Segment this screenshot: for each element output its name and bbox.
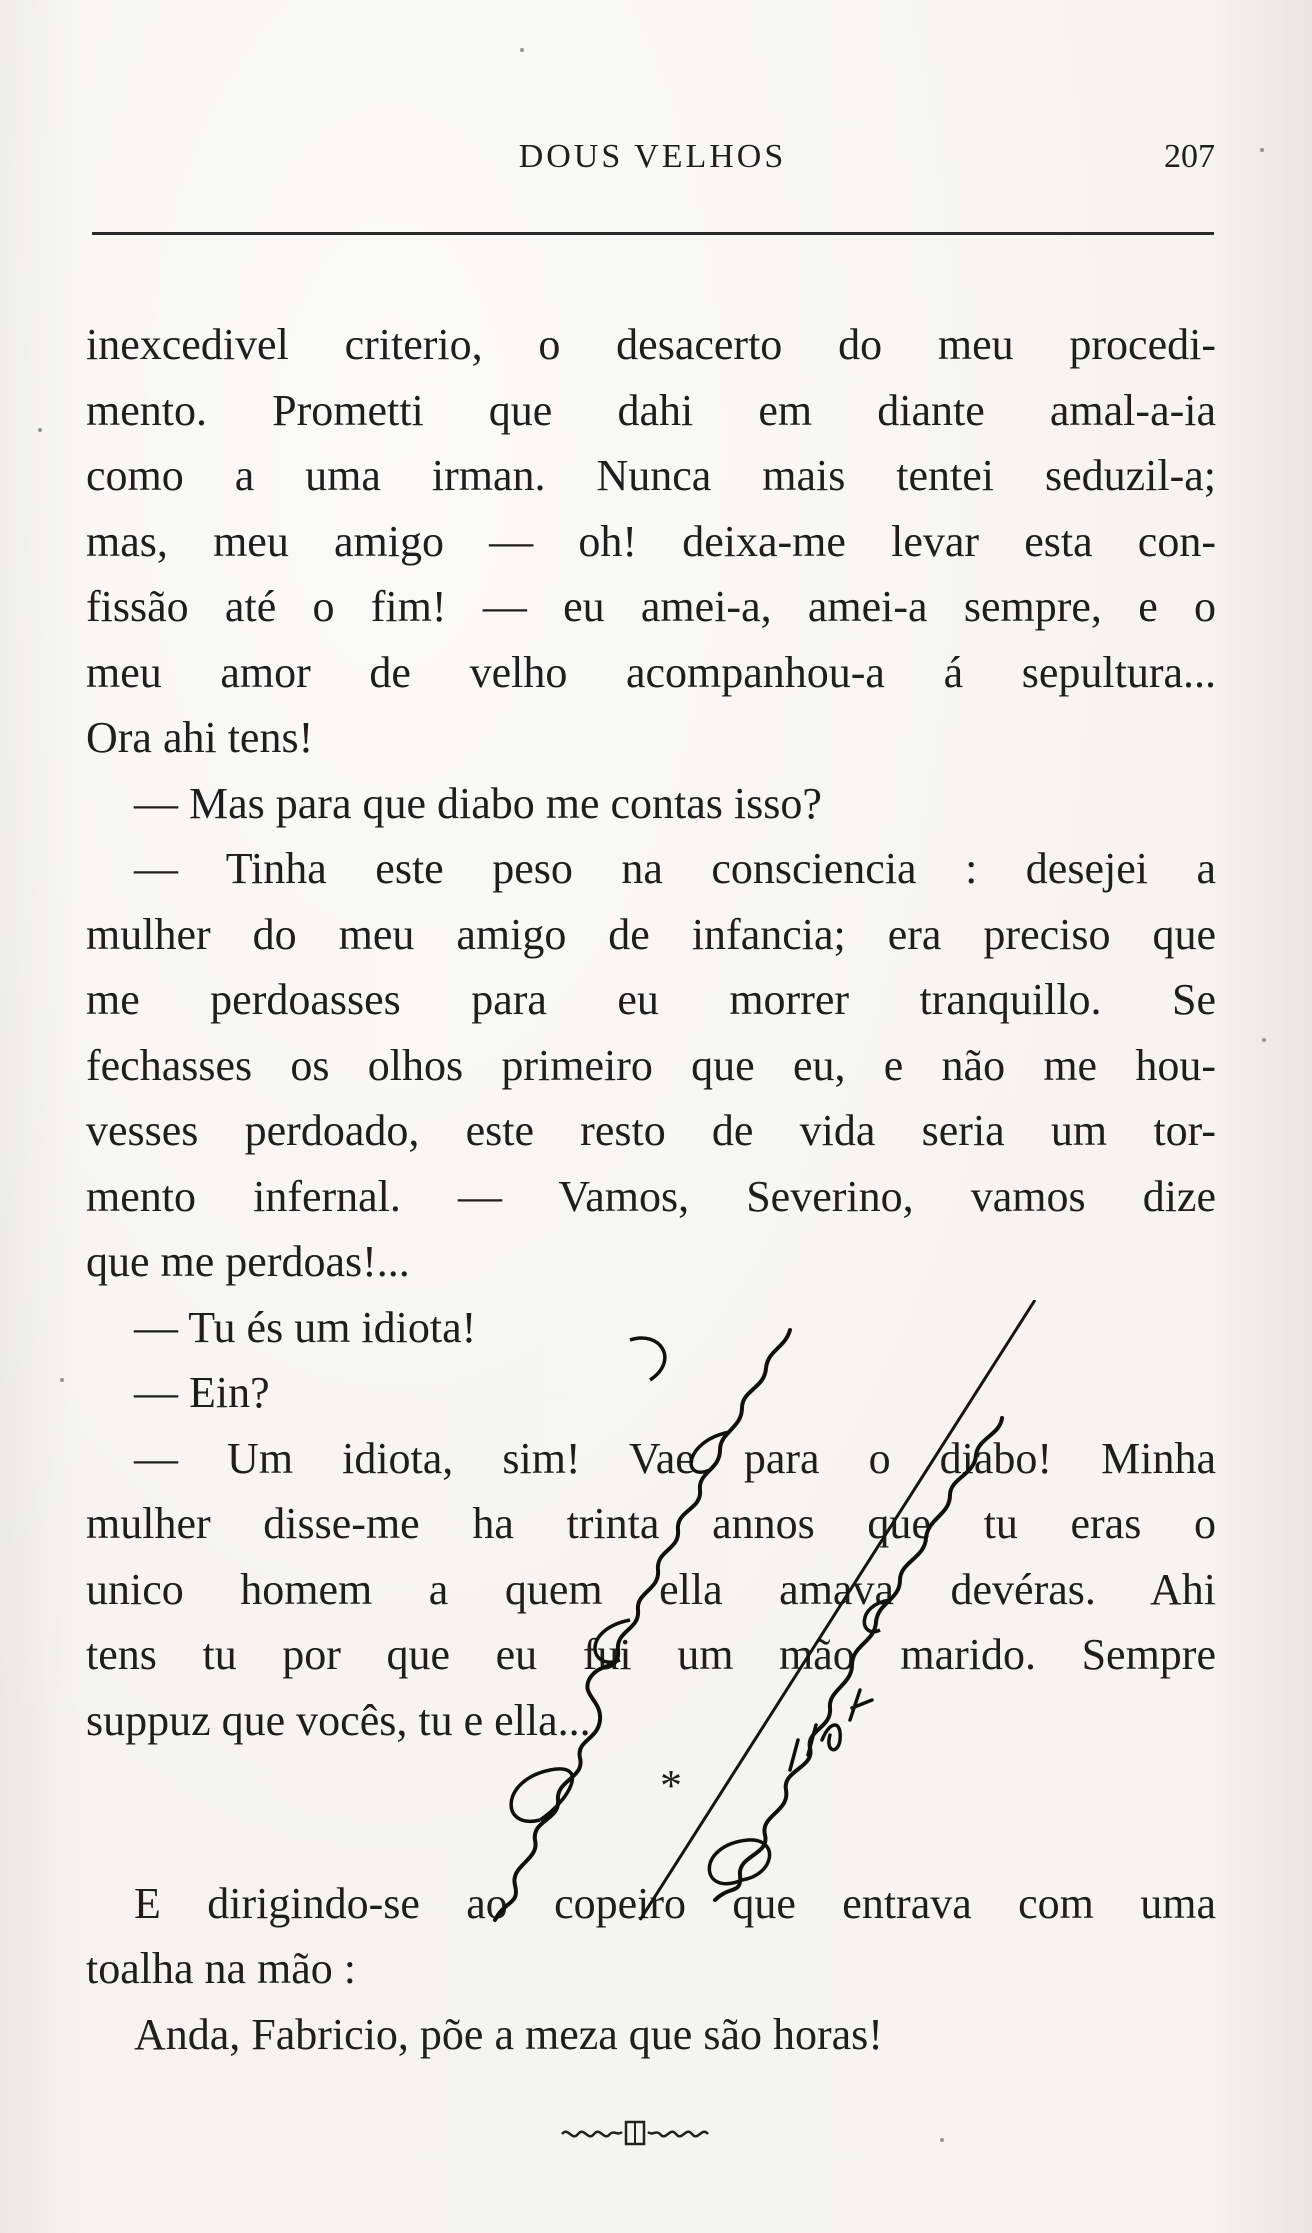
paragraph-gap (86, 1819, 1216, 1871)
page-header (90, 138, 1215, 188)
text-line: meu amor de velho acompanhou-a á sepultura... (86, 647, 1216, 697)
body-text (86, 312, 1216, 2067)
header-rule (92, 232, 1214, 235)
text-line: unico homem a quem ella amava devéras. Ahi (86, 1564, 1216, 1614)
dialogue-line: — Um idiota, sim! Vae para o diabo! Minha (134, 1433, 1216, 1483)
closing-line: toalha na mão : (86, 1944, 357, 1993)
dialogue-line: — Mas para que diabo me contas isso? (134, 778, 822, 828)
dialogue-line: — Ein? (134, 1368, 270, 1417)
text-line: mento. Prometti que dahi em diante amal-a-ia (86, 385, 1216, 435)
section-separator: * (660, 1761, 682, 1810)
text-line: mulher disse-me ha trinta annos que tu eras o (86, 1499, 1216, 1548)
text-line: que me perdoas!... (86, 1237, 410, 1286)
closing-line: Anda, Fabricio, põe a meza que são horas! (134, 2009, 883, 2059)
text-line: tens tu por que eu fui um mão marido. Sempre (86, 1630, 1216, 1679)
text-line: fechasses os olhos primeiro que eu, e não me hou- (86, 1040, 1216, 1090)
closing-line: E dirigindo-se ao copeiro que entrava com uma (134, 1878, 1216, 1928)
dialogue-line: — Tinha este peso na consciencia : desejei a (134, 844, 1216, 893)
text-line: fissão até o fim! — eu amei-a, amei-a sempre, e o (86, 582, 1216, 631)
text-line: mento infernal. — Vamos, Severino, vamos dize (86, 1171, 1216, 1221)
text-line: como a uma irman. Nunca mais tentei seduzil-a; (86, 451, 1216, 500)
text-line: me perdoasses para eu morrer tranquillo. Se (86, 975, 1216, 1024)
text-line: suppuz que vocês, tu e ella... (86, 1695, 591, 1745)
text-line: vesses perdoado, este resto de vida seria um tor- (86, 1106, 1216, 1155)
text-line: Ora ahi tens! (86, 713, 314, 762)
running-title: DOUS VELHOS (518, 138, 787, 175)
text-line: mas, meu amigo — oh! deixa-me levar esta con- (86, 516, 1216, 566)
dialogue-line: — Tu és um idiota! (134, 1302, 477, 1352)
text-line: inexcedivel criterio, o desacerto do meu procedi- (86, 320, 1216, 369)
tailpiece-ornament (560, 2118, 730, 2148)
page-number: 207 (1164, 138, 1215, 175)
text-line: mulher do meu amigo de infancia; era preciso que (86, 909, 1216, 959)
